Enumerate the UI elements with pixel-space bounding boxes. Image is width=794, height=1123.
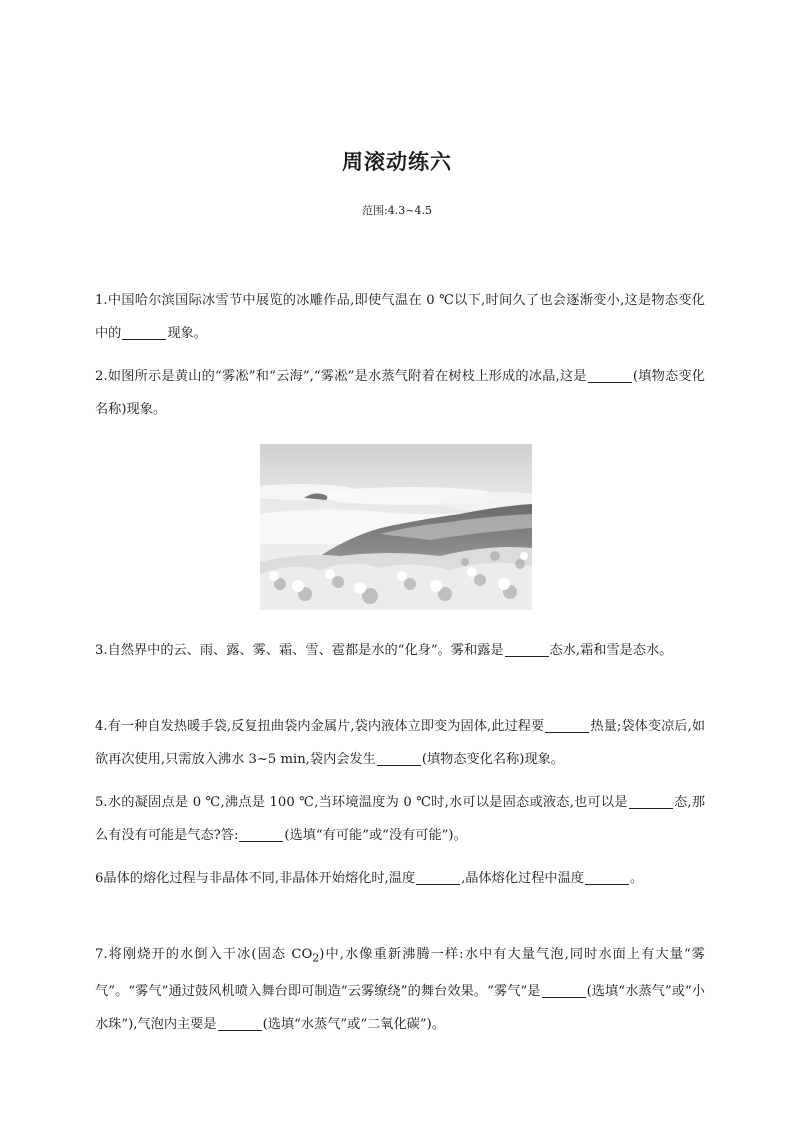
question-7: [95, 938, 705, 1041]
range-subtitle: 范围:4.3~4.5: [362, 204, 432, 217]
answer-blank[interactable]: [585, 871, 629, 885]
question-text: 水的凝固点是 0 ℃,沸点是 100 ℃,当环境温度为 0 ℃时,水可以是固态或液态,也可以是: [107, 795, 628, 810]
answer-blank[interactable]: [629, 795, 673, 809]
question-3: [95, 634, 705, 667]
question-number: 2.: [95, 369, 108, 384]
question-text: 中国哈尔滨国际冰雪节中展览的冰雕作品,即使气温在 0 ℃以下,时间久了也会逐渐变小,这是物态变化中的: [95, 293, 705, 341]
page-title: 周滚动练六: [342, 149, 452, 174]
question-text: 自然界中的云、雨、露、雾、霜、雪、雹都是水的“化身”。雾和露是: [107, 643, 504, 658]
question-text: 热量;袋体变凉后,如欲再次使用,只需放入沸水 3~5 min,袋内会发生: [95, 719, 706, 767]
question-2: [95, 360, 705, 426]
question-text: (选填“水蒸气”或“二氧化碳”)。: [262, 1016, 445, 1032]
answer-blank[interactable]: [122, 326, 166, 340]
answer-blank[interactable]: [505, 643, 549, 657]
question-text: 将刚烧开的水倒入干冰(固态 CO: [107, 947, 313, 962]
question-number: 7.: [95, 947, 108, 962]
question-text: 有一种自发热暖手袋,反复扭曲袋内金属片,袋内液体立即变为固体,此过程要: [107, 719, 545, 734]
answer-blank[interactable]: [588, 369, 632, 383]
question-1: [95, 284, 705, 350]
question-text: (选填“有可能”或“没有可能”)。: [284, 828, 467, 843]
question-text: (填物态变化名称)现象。: [95, 369, 705, 417]
question-text: 态水,霜和雪是态水。: [549, 643, 673, 658]
question-text: 现象。: [167, 326, 207, 341]
answer-blank[interactable]: [545, 719, 589, 733]
answer-blank[interactable]: [377, 752, 421, 766]
question-text: )中,水像重新沸腾一样:水中有大量气泡,同时水面上有大量“雾气”。“雾气”通过鼓风机喷入舞台即可制造“云雾缭绕”的舞台效果。“雾气”是: [95, 947, 705, 999]
question-text: (选填“水蒸气”或“小水珠”),气泡内主要是: [95, 983, 705, 1032]
question-number: 3.: [95, 643, 108, 658]
answer-blank[interactable]: [416, 871, 460, 885]
answer-blank[interactable]: [542, 983, 586, 997]
question-number: 5.: [95, 795, 108, 810]
answer-blank[interactable]: [239, 828, 283, 842]
question-text: 态,那么有没有可能是气态?答:: [95, 795, 706, 843]
question-number: 4.: [95, 719, 108, 734]
question-4: [95, 710, 705, 776]
question-6: [95, 862, 705, 895]
question-number: 6: [95, 871, 104, 886]
question-text: 如图所示是黄山的“雾凇”和“云海”,“雾凇”是水蒸气附着在树枝上形成的冰晶,这是: [107, 369, 587, 384]
question-text: 晶体的熔化过程与非晶体不同,非晶体开始熔化时,温度: [103, 871, 416, 886]
rime-cloud-sea-photo: [260, 444, 532, 610]
question-5: [95, 786, 705, 852]
question-text: (填物态变化名称)现象。: [421, 752, 564, 767]
question-number: 1.: [95, 293, 108, 308]
question-text: ,晶体熔化过程中温度: [461, 871, 584, 886]
question-text: 。: [629, 871, 644, 886]
subscript: 2: [312, 951, 320, 965]
answer-blank[interactable]: [218, 1016, 262, 1030]
